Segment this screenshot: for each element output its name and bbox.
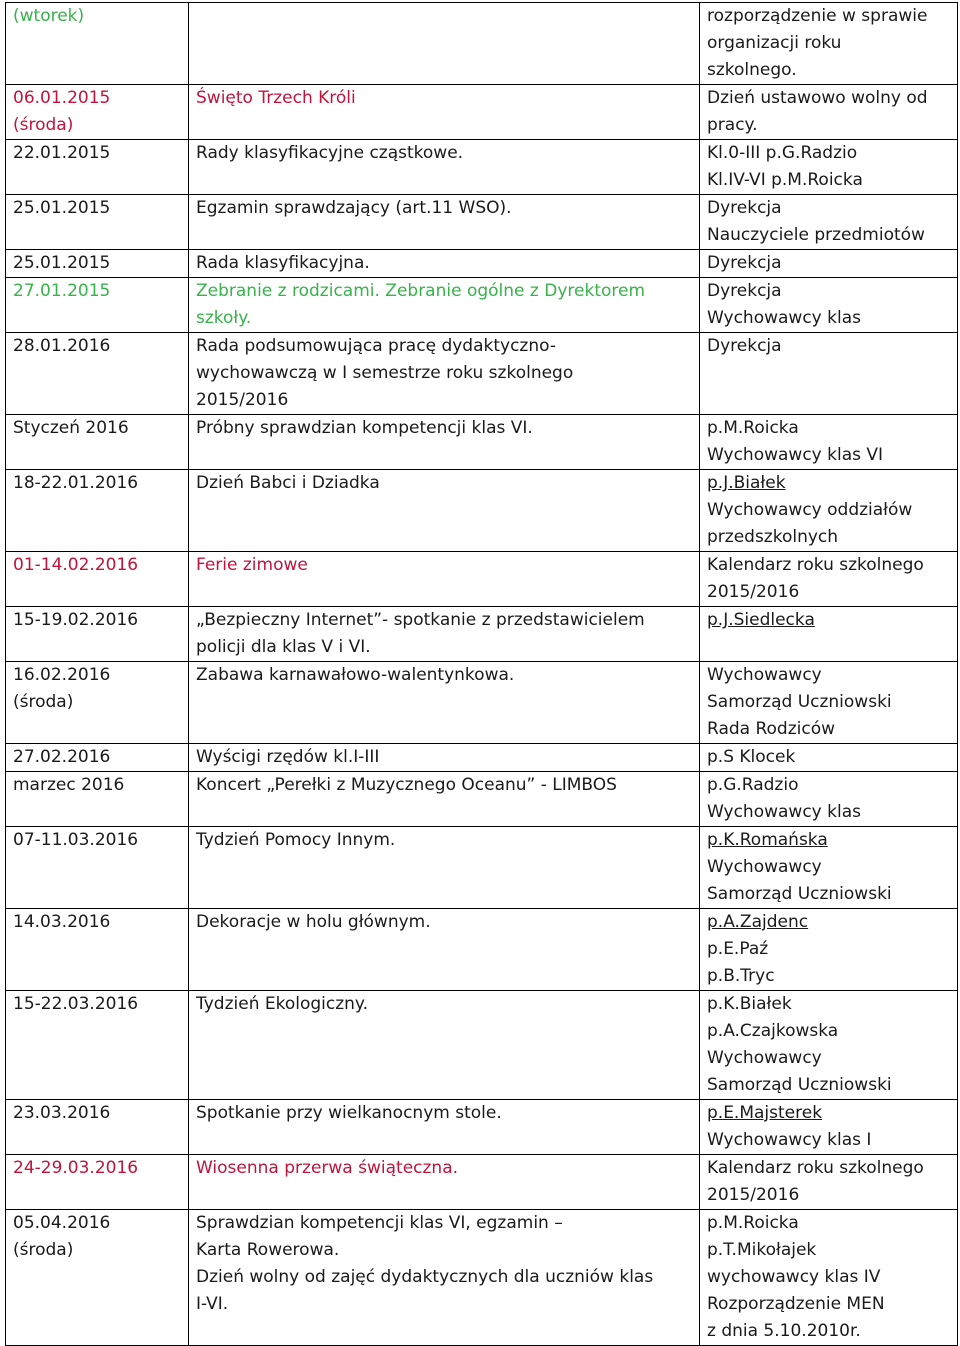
- table-row: [6, 1155, 958, 1210]
- responsible-cell: [700, 278, 958, 333]
- event-text: „Bezpieczny Internet”- spotkanie z przedstawicielem: [196, 610, 645, 630]
- date-text: 07-11.03.2016: [13, 830, 139, 850]
- responsible-text: p.K.Romańska: [707, 830, 828, 850]
- responsible-text: Dyrekcja: [707, 336, 782, 356]
- event-text: Koncert „Perełki z Muzycznego Oceanu” - LIMBOS: [196, 775, 617, 795]
- date-text: 22.01.2015: [13, 143, 111, 163]
- responsible-text: szkolnego.: [707, 60, 797, 80]
- table-row: [6, 1100, 958, 1155]
- responsible-text: Dyrekcja: [707, 253, 782, 273]
- responsible-text: p.M.Roicka: [707, 1213, 799, 1233]
- responsible-text: pracy.: [707, 115, 758, 135]
- date-cell: [6, 3, 189, 85]
- event-text: Zabawa karnawałowo-walentynkowa.: [196, 665, 515, 685]
- event-cell: [189, 85, 700, 140]
- date-text: 05.04.2016: [13, 1213, 111, 1233]
- date-cell: [6, 85, 189, 140]
- date-text: 28.01.2016: [13, 336, 111, 356]
- table-row: [6, 909, 958, 991]
- school-calendar-table: [5, 2, 958, 1346]
- responsible-text: 2015/2016: [707, 1185, 800, 1205]
- event-cell: [189, 827, 700, 909]
- event-text: I-VI.: [196, 1294, 229, 1314]
- date-text: 27.02.2016: [13, 747, 111, 767]
- date-text: 25.01.2015: [13, 253, 111, 273]
- date-text: 16.02.2016: [13, 665, 111, 685]
- date-text: 15-22.03.2016: [13, 994, 139, 1014]
- event-text: Dekoracje w holu głównym.: [196, 912, 431, 932]
- event-cell: [189, 1155, 700, 1210]
- responsible-text: p.A.Zajdenc: [707, 912, 809, 932]
- table-row: [6, 85, 958, 140]
- event-text: szkoły.: [196, 308, 252, 328]
- event-text: Tydzień Ekologiczny.: [196, 994, 368, 1014]
- date-text: 27.01.2015: [13, 281, 111, 301]
- date-cell: [6, 552, 189, 607]
- event-text: Dzień Babci i Dziadka: [196, 473, 380, 493]
- date-cell: [6, 195, 189, 250]
- table-row: [6, 333, 958, 415]
- date-cell: [6, 744, 189, 772]
- responsible-text: p.E.Majsterek: [707, 1103, 823, 1123]
- date-cell: [6, 333, 189, 415]
- responsible-cell: [700, 1155, 958, 1210]
- date-text: (środa): [13, 1240, 74, 1260]
- date-cell: [6, 1100, 189, 1155]
- responsible-text: p.M.Roicka: [707, 418, 799, 438]
- responsible-cell: [700, 991, 958, 1100]
- responsible-text: Wychowawcy klas: [707, 802, 861, 822]
- event-cell: [189, 140, 700, 195]
- date-text: Styczeń 2016: [13, 418, 129, 438]
- responsible-text: p.S Klocek: [707, 747, 796, 767]
- date-cell: [6, 991, 189, 1100]
- table-row: [6, 3, 958, 85]
- responsible-text: Samorząd Uczniowski: [707, 692, 892, 712]
- responsible-text: Wychowawcy klas VI: [707, 445, 884, 465]
- table-row: [6, 470, 958, 552]
- event-text: Wiosenna przerwa świąteczna.: [196, 1158, 459, 1178]
- responsible-text: Kl.IV-VI p.M.Roicka: [707, 170, 863, 190]
- event-cell: [189, 552, 700, 607]
- event-text: Rada podsumowująca pracę dydaktyczno-: [196, 336, 556, 356]
- responsible-text: p.G.Radzio: [707, 775, 799, 795]
- responsible-text: Kl.0-III p.G.Radzio: [707, 143, 858, 163]
- responsible-text: Rada Rodziców: [707, 719, 836, 739]
- date-cell: [6, 1210, 189, 1346]
- responsible-cell: [700, 772, 958, 827]
- event-text: Rady klasyfikacyjne cząstkowe.: [196, 143, 464, 163]
- responsible-text: Rozporządzenie MEN: [707, 1294, 885, 1314]
- responsible-text: Kalendarz roku szkolnego: [707, 1158, 924, 1178]
- table-row: [6, 662, 958, 744]
- event-cell: [189, 1100, 700, 1155]
- responsible-text: Dyrekcja: [707, 198, 782, 218]
- responsible-text: p.E.Paź: [707, 939, 769, 959]
- event-text: Spotkanie przy wielkanocnym stole.: [196, 1103, 502, 1123]
- responsible-text: p.J.Białek: [707, 473, 786, 493]
- responsible-text: Dyrekcja: [707, 281, 782, 301]
- responsible-text: Samorząd Uczniowski: [707, 1075, 892, 1095]
- event-text: Święto Trzech Króli: [196, 88, 356, 108]
- responsible-text: wychowawcy klas IV: [707, 1267, 881, 1287]
- responsible-cell: [700, 415, 958, 470]
- responsible-text: 2015/2016: [707, 582, 800, 602]
- table-row: [6, 827, 958, 909]
- date-text: marzec 2016: [13, 775, 125, 795]
- responsible-cell: [700, 3, 958, 85]
- responsible-text: rozporządzenie w sprawie: [707, 6, 928, 26]
- event-cell: [189, 195, 700, 250]
- date-text: 18-22.01.2016: [13, 473, 139, 493]
- date-cell: [6, 909, 189, 991]
- event-text: Zebranie z rodzicami. Zebranie ogólne z Dyrektorem: [196, 281, 646, 301]
- event-text: Tydzień Pomocy Innym.: [196, 830, 396, 850]
- responsible-cell: [700, 470, 958, 552]
- date-text: 23.03.2016: [13, 1103, 111, 1123]
- responsible-text: organizacji roku: [707, 33, 842, 53]
- date-text: (środa): [13, 692, 74, 712]
- date-text: 14.03.2016: [13, 912, 111, 932]
- responsible-text: Wychowawcy: [707, 1048, 822, 1068]
- table-row: [6, 250, 958, 278]
- responsible-cell: [700, 250, 958, 278]
- table-row: [6, 140, 958, 195]
- event-cell: [189, 1210, 700, 1346]
- event-cell: [189, 278, 700, 333]
- date-cell: [6, 827, 189, 909]
- table-row: [6, 552, 958, 607]
- date-text: 06.01.2015: [13, 88, 111, 108]
- event-cell: [189, 415, 700, 470]
- event-text: Ferie zimowe: [196, 555, 308, 575]
- responsible-cell: [700, 1210, 958, 1346]
- responsible-text: Wychowawcy: [707, 857, 822, 877]
- table-row: [6, 278, 958, 333]
- responsible-cell: [700, 827, 958, 909]
- date-cell: [6, 772, 189, 827]
- responsible-text: Wychowawcy klas: [707, 308, 861, 328]
- date-cell: [6, 1155, 189, 1210]
- date-cell: [6, 278, 189, 333]
- table-row: [6, 744, 958, 772]
- responsible-text: p.T.Mikołajek: [707, 1240, 817, 1260]
- event-text: Próbny sprawdzian kompetencji klas VI.: [196, 418, 533, 438]
- date-cell: [6, 140, 189, 195]
- responsible-cell: [700, 909, 958, 991]
- responsible-text: przedszkolnych: [707, 527, 839, 547]
- event-cell: [189, 470, 700, 552]
- event-text: wychowawczą w I semestrze roku szkolnego: [196, 363, 574, 383]
- event-cell: [189, 662, 700, 744]
- event-text: Wyścigi rzędów kl.I-III: [196, 747, 380, 767]
- event-text: Dzień wolny od zajęć dydaktycznych dla uczniów klas: [196, 1267, 654, 1287]
- date-text: 15-19.02.2016: [13, 610, 139, 630]
- event-cell: [189, 772, 700, 827]
- table-row: [6, 1210, 958, 1346]
- responsible-text: z dnia 5.10.2010r.: [707, 1321, 861, 1341]
- date-text: 25.01.2015: [13, 198, 111, 218]
- date-text: (środa): [13, 115, 74, 135]
- date-cell: [6, 250, 189, 278]
- responsible-text: Samorząd Uczniowski: [707, 884, 892, 904]
- responsible-text: p.B.Tryc: [707, 966, 775, 986]
- responsible-text: p.K.Białek: [707, 994, 792, 1014]
- responsible-text: Dzień ustawowo wolny od: [707, 88, 928, 108]
- event-text: Egzamin sprawdzający (art.11 WSO).: [196, 198, 512, 218]
- responsible-cell: [700, 1100, 958, 1155]
- date-text: (wtorek): [13, 6, 85, 26]
- event-cell: [189, 744, 700, 772]
- date-text: 24-29.03.2016: [13, 1158, 139, 1178]
- responsible-text: Wychowawcy klas I: [707, 1130, 872, 1150]
- event-cell: [189, 991, 700, 1100]
- table-row: [6, 195, 958, 250]
- date-cell: [6, 607, 189, 662]
- responsible-text: Kalendarz roku szkolnego: [707, 555, 924, 575]
- event-text: Sprawdzian kompetencji klas VI, egzamin –: [196, 1213, 563, 1233]
- responsible-text: Nauczyciele przedmiotów: [707, 225, 925, 245]
- date-text: 01-14.02.2016: [13, 555, 139, 575]
- event-text: Rada klasyfikacyjna.: [196, 253, 370, 273]
- responsible-cell: [700, 85, 958, 140]
- responsible-text: p.J.Siedlecka: [707, 610, 815, 630]
- event-text: 2015/2016: [196, 390, 289, 410]
- responsible-text: Wychowawcy oddziałów: [707, 500, 913, 520]
- responsible-cell: [700, 744, 958, 772]
- event-cell: [189, 250, 700, 278]
- responsible-cell: [700, 333, 958, 415]
- responsible-cell: [700, 662, 958, 744]
- event-cell: [189, 909, 700, 991]
- date-cell: [6, 415, 189, 470]
- table-row: [6, 607, 958, 662]
- responsible-cell: [700, 607, 958, 662]
- event-cell: [189, 607, 700, 662]
- table-row: [6, 991, 958, 1100]
- event-text: Karta Rowerowa.: [196, 1240, 340, 1260]
- event-text: policji dla klas V i VI.: [196, 637, 371, 657]
- responsible-cell: [700, 140, 958, 195]
- date-cell: [6, 470, 189, 552]
- event-cell: [189, 333, 700, 415]
- calendar-body: [6, 3, 958, 1346]
- date-cell: [6, 662, 189, 744]
- table-row: [6, 772, 958, 827]
- responsible-cell: [700, 552, 958, 607]
- table-row: [6, 415, 958, 470]
- event-cell: [189, 3, 700, 85]
- responsible-text: Wychowawcy: [707, 665, 822, 685]
- responsible-cell: [700, 195, 958, 250]
- responsible-text: p.A.Czajkowska: [707, 1021, 839, 1041]
